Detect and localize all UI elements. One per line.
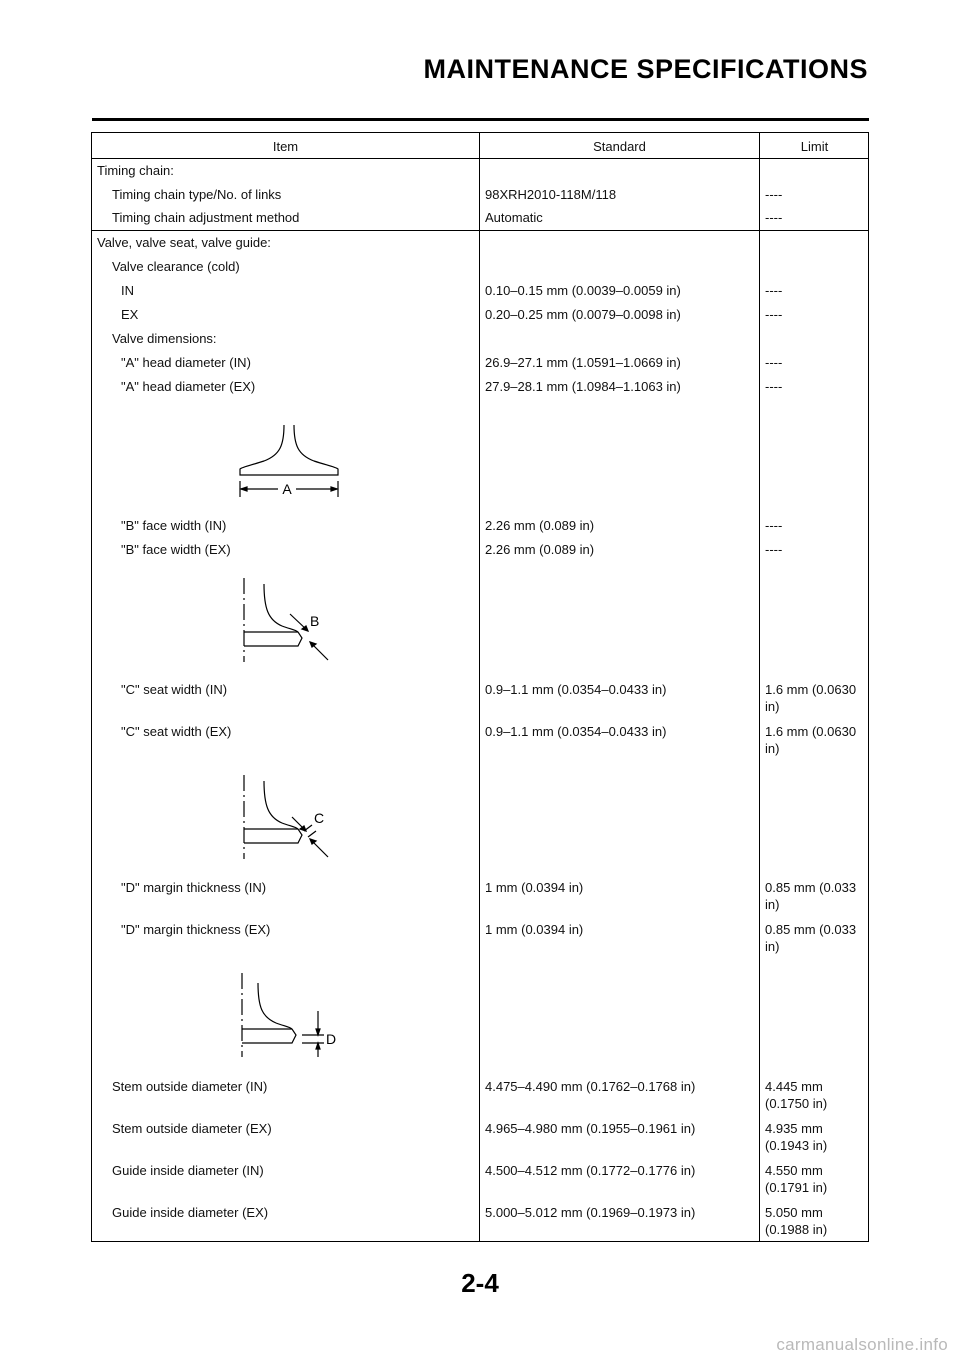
table-row-standard: 98XRH2010-118M/118 xyxy=(485,187,617,202)
column-divider xyxy=(759,133,760,1241)
column-divider xyxy=(479,133,480,1241)
table-row-label: "A" head diameter (IN) xyxy=(121,355,251,370)
table-row-limit: ---- xyxy=(765,379,783,394)
table-row-label: "D" margin thickness (EX) xyxy=(121,922,271,937)
table-row-label: Timing chain: xyxy=(97,163,174,178)
table-row-label: Valve dimensions: xyxy=(112,331,217,346)
table-row-standard: 27.9–28.1 mm (1.0984–1.1063 in) xyxy=(485,379,681,394)
table-row-label: Valve clearance (cold) xyxy=(112,259,240,274)
column-header-limit: Limit xyxy=(800,139,829,154)
page-number: 2-4 xyxy=(461,1268,499,1298)
spec-table xyxy=(91,132,869,1242)
table-row-standard: Automatic xyxy=(485,210,543,225)
table-row-label: "B" face width (IN) xyxy=(121,518,227,533)
valve-face-width-diagram xyxy=(232,576,342,666)
table-row-limit: ---- xyxy=(765,542,783,557)
table-row-standard: 5.000–5.012 mm (0.1969–0.1973 in) xyxy=(485,1205,696,1220)
watermark: carmanualsonline.info xyxy=(776,1335,948,1354)
table-row-limit: 4.935 mm (0.1943 in) xyxy=(765,1121,828,1153)
table-row-label: Guide inside diameter (EX) xyxy=(112,1205,269,1220)
table-row-label: Valve, valve seat, valve guide: xyxy=(97,235,271,250)
diagram-label-b: B xyxy=(310,613,320,629)
table-row-limit: ---- xyxy=(765,210,783,225)
table-row-standard: 2.26 mm (0.089 in) xyxy=(485,518,595,533)
diagram-label-a: A xyxy=(282,481,292,497)
table-row-standard: 0.10–0.15 mm (0.0039–0.0059 in) xyxy=(485,283,681,298)
header-rule xyxy=(92,158,868,159)
table-row-limit: ---- xyxy=(765,518,783,533)
table-row-limit: 0.85 mm (0.033 in) xyxy=(765,880,857,912)
table-row-label: "D" margin thickness (IN) xyxy=(121,880,267,895)
table-row-label: "A" head diameter (EX) xyxy=(121,379,256,394)
valve-head-diameter-diagram xyxy=(232,423,347,503)
page-title: MAINTENANCE SPECIFICATIONS xyxy=(423,54,868,84)
table-row-standard: 1 mm (0.0394 in) xyxy=(485,880,584,895)
table-row-standard: 0.9–1.1 mm (0.0354–0.0433 in) xyxy=(485,682,667,697)
table-row-label: "C" seat width (EX) xyxy=(121,724,232,739)
valve-margin-thickness-diagram xyxy=(232,971,342,1061)
table-row-standard: 26.9–27.1 mm (1.0591–1.0669 in) xyxy=(485,355,681,370)
table-row-limit: 4.550 mm (0.1791 in) xyxy=(765,1163,828,1195)
table-row-limit: 1.6 mm (0.0630 in) xyxy=(765,724,857,756)
table-row-limit: 0.85 mm (0.033 in) xyxy=(765,922,857,954)
table-row-limit: ---- xyxy=(765,355,783,370)
table-row-limit: 5.050 mm (0.1988 in) xyxy=(765,1205,828,1237)
diagram-label-c: C xyxy=(314,810,325,826)
table-row-limit: 1.6 mm (0.0630 in) xyxy=(765,682,857,714)
table-row-limit: ---- xyxy=(765,283,783,298)
table-row-limit: 4.445 mm (0.1750 in) xyxy=(765,1079,828,1111)
table-row-standard: 0.20–0.25 mm (0.0079–0.0098 in) xyxy=(485,307,681,322)
table-row-label: "B" face width (EX) xyxy=(121,542,231,557)
table-row-label: Timing chain adjustment method xyxy=(112,210,300,225)
table-row-label: EX xyxy=(121,307,139,322)
table-row-label: Guide inside diameter (IN) xyxy=(112,1163,264,1178)
table-row-standard: 4.475–4.490 mm (0.1762–0.1768 in) xyxy=(485,1079,696,1094)
section-rule xyxy=(92,230,868,231)
table-row-label: Timing chain type/No. of links xyxy=(112,187,282,202)
table-row-label: IN xyxy=(121,283,134,298)
table-row-limit: ---- xyxy=(765,187,783,202)
column-header-standard: Standard xyxy=(593,139,646,154)
diagram-label-d: D xyxy=(326,1031,337,1047)
table-row-standard: 1 mm (0.0394 in) xyxy=(485,922,584,937)
table-row-standard: 2.26 mm (0.089 in) xyxy=(485,542,595,557)
title-rule xyxy=(92,118,869,121)
valve-seat-width-diagram xyxy=(232,773,342,863)
column-header-item: Item xyxy=(272,139,299,154)
table-row-limit: ---- xyxy=(765,307,783,322)
table-row-label: "C" seat width (IN) xyxy=(121,682,228,697)
table-row-label: Stem outside diameter (IN) xyxy=(112,1079,268,1094)
table-row-label: Stem outside diameter (EX) xyxy=(112,1121,272,1136)
table-row-standard: 4.500–4.512 mm (0.1772–0.1776 in) xyxy=(485,1163,696,1178)
table-row-standard: 0.9–1.1 mm (0.0354–0.0433 in) xyxy=(485,724,667,739)
table-row-standard: 4.965–4.980 mm (0.1955–0.1961 in) xyxy=(485,1121,696,1136)
